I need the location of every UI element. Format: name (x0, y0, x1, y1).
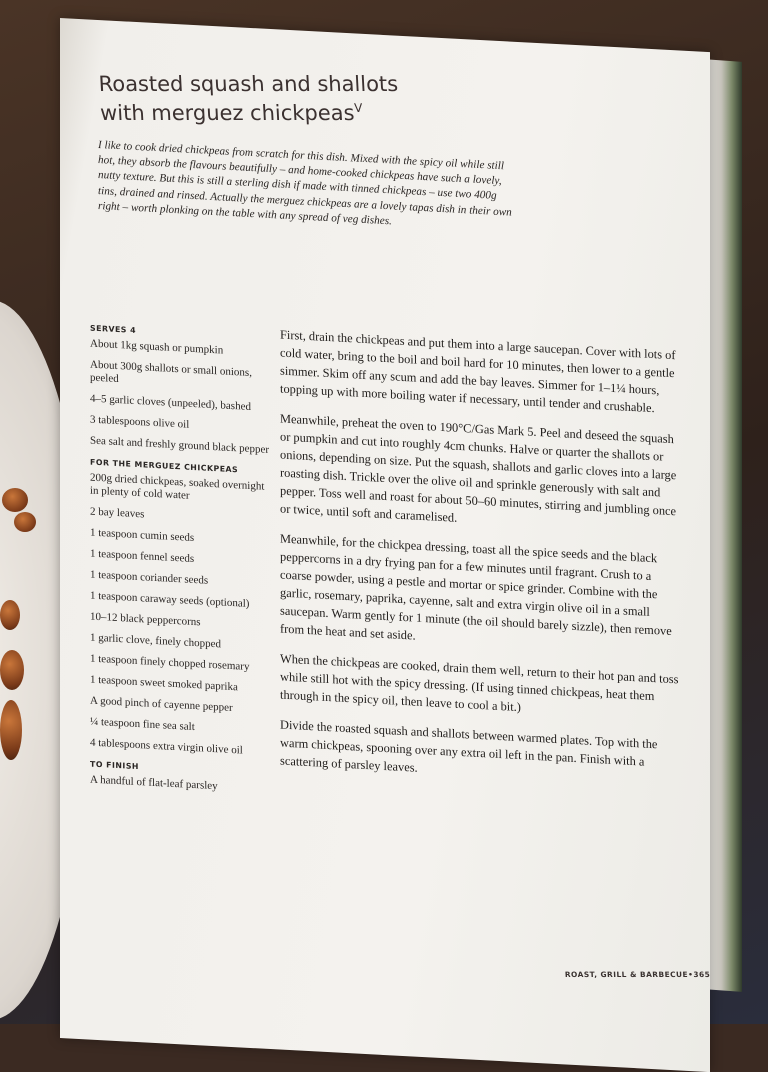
ingredient-item: 1 teaspoon finely chopped rosemary (90, 652, 250, 673)
finish-heading: TO FINISH (90, 759, 139, 772)
ingredient-item: 1 teaspoon coriander seeds (90, 568, 209, 587)
method-paragraph: First, drain the chickpeas and put them into a large saucepan. Cover with lots of cold water, bring to the boil and boil hard for 10 minutes, then lower to a gentle simmer. Skim off any scum and add the bay leaves. Simmer for 1–1¼ hours, topping up with more boiling water if necessary, until tender and crushable. (280, 327, 676, 416)
footer-section: ROAST, GRILL & BARBECUE (564, 970, 689, 980)
ingredients-merguez-group (90, 456, 275, 760)
method-paragraph: Divide the roasted squash and shallots between warmed plates. Top with the warm chickpeas, spooning over any extra oil left in the pan. Finish with a scattering of parsley leaves. (280, 717, 658, 775)
ingredient-item: 4 tablespoons extra virgin olive oil (90, 736, 243, 757)
chickpea-food (0, 600, 20, 630)
recipe-title (98, 72, 520, 125)
intro-text: I like to cook dried chickpeas from scratch for this dish. Mixed with the spicy oil while still hot, they absorb the flavours beautifully – and home-cooked chickpeas have such a lovely, nutty texture. But this is still a sterling dish if made with tinned chickpeas – use two 400g tins, drained and rinsed. Actually the merguez chickpeas are a lovely tapas dish in their own right – worth plonking on the table with any spread of veg dishes. (98, 138, 512, 228)
method-paragraph: Meanwhile, preheat the oven to 190°C/Gas Mark 5. Peel and deseed the squash or pumpkin and cut into roughly 4cm chunks. Halve or quarter the shallots or onions, depending on size. Put the squash, shallots and garlic cloves into a large roasting dish. Trickle over the olive oil and sprinkle generously with salt and pepper. Toss well and roast for about 50–60 minutes, stirring and jumbling once or twice, until soft and caramelised. (280, 411, 677, 525)
chickpea-food (0, 650, 24, 690)
page-number: 365 (693, 970, 711, 980)
title-line-2 (99, 96, 520, 125)
ingredient-item: A handful of flat-leaf parsley (90, 773, 218, 793)
ingredient-item: 1 teaspoon caraway seeds (optional) (90, 589, 250, 610)
footer-separator: • (687, 970, 694, 980)
page-footer (550, 970, 710, 979)
title-line-1: Roasted squash and shallots (98, 71, 399, 97)
merguez-heading: FOR THE MERGUEZ CHICKPEAS (90, 457, 239, 475)
ingredients-finish-group (90, 758, 275, 797)
chickpea-food (14, 512, 36, 532)
ingredient-item: About 300g shallots or small onions, peeled (90, 358, 252, 386)
recipe-intro (98, 138, 518, 236)
ingredient-item: Sea salt and freshly ground black pepper (90, 434, 269, 456)
chickpea-food (0, 700, 22, 760)
ingredient-item: 1 garlic clove, finely chopped (90, 631, 222, 651)
ingredients-list (90, 322, 275, 805)
serves-heading: SERVES 4 (90, 323, 137, 335)
vegetarian-mark: V (353, 101, 363, 116)
ingredient-item: 3 tablespoons olive oil (90, 413, 190, 431)
page-content (60, 18, 710, 1052)
ingredients-main-group (90, 322, 275, 458)
ingredient-item: 4–5 garlic cloves (unpeeled), bashed (90, 392, 251, 414)
ingredient-item: 200g dried chickpeas, soaked overnight in plenty of cold water (90, 471, 265, 502)
method-paragraph: Meanwhile, for the chickpea dressing, toast all the spice seeds and the black peppercorns in a dry frying pan for a few minutes until fragrant. Crush to a coarse powder, using a pestle and mortar or spice grinder. Combine with the garlic, rosemary, paprika, cayenne, salt and extra virgin olive oil in a small saucepan. Warm gently for 1 minute (the oil should barely sizzle), then remove from the heat and set aside. (280, 531, 672, 643)
chickpea-food (2, 488, 28, 512)
ingredient-item: ¼ teaspoon fine sea salt (90, 715, 195, 734)
ingredient-item: 10–12 black peppercorns (90, 610, 201, 629)
ingredient-item: 2 bay leaves (90, 505, 145, 521)
method-steps (280, 326, 680, 803)
ingredient-item: 1 teaspoon fennel seeds (90, 547, 195, 566)
ingredient-item: 1 teaspoon cumin seeds (90, 526, 195, 545)
book-page (60, 18, 710, 1072)
method-paragraph: When the chickpeas are cooked, drain them well, return to their hot pan and toss while still hot with the spicy dressing. (If using tinned chickpeas, heat them through in the spicy oil, then leave to cool a bit.) (280, 651, 679, 715)
ingredient-item: A good pinch of cayenne pepper (90, 694, 233, 715)
title-line-2-text: with merguez chickpeas (99, 101, 356, 126)
ingredient-item: About 1kg squash or pumpkin (90, 337, 224, 357)
ingredient-item: 1 teaspoon sweet smoked paprika (90, 673, 238, 694)
